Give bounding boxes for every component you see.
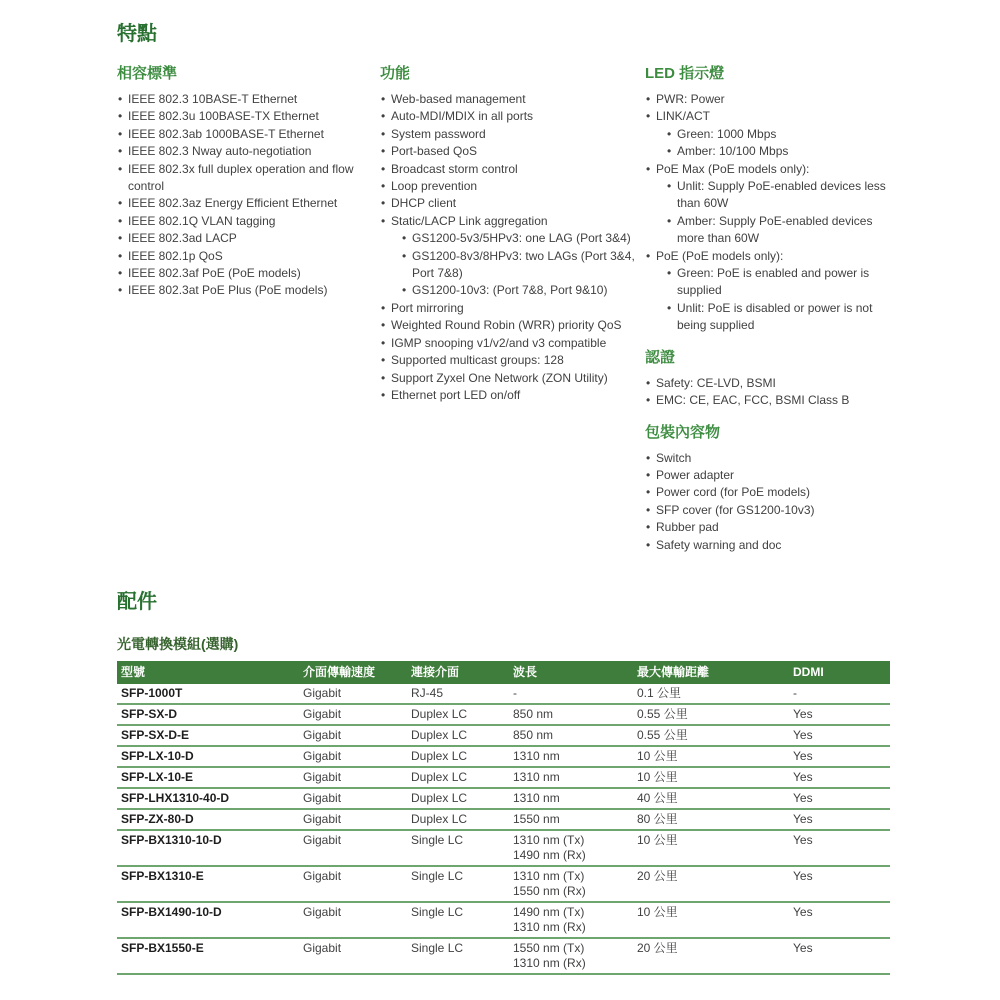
list-item: [666, 300, 890, 335]
list-item-text: IEEE 802.3ad LACP: [128, 231, 237, 246]
sub-list: [666, 265, 890, 335]
table-row: [117, 902, 890, 938]
list-item: [645, 537, 890, 554]
list-item: [117, 143, 380, 160]
list-item-text: IEEE 802.3x full duplex operation and flow control: [128, 161, 354, 194]
list-item-text: IEEE 802.3at PoE Plus (PoE models): [128, 283, 328, 298]
certification-heading: 認證: [645, 348, 676, 366]
accessories-section-title: 配件: [117, 590, 157, 613]
list-item: [380, 108, 645, 125]
speed-cell: Gigabit: [299, 704, 407, 725]
table-header-row: [117, 661, 890, 684]
list-item: [666, 265, 890, 300]
list-item-text: PoE (PoE models only):: [656, 248, 784, 263]
model-cell: SFP-SX-D: [117, 704, 299, 725]
functions-column: [380, 65, 645, 404]
sub-list: [666, 178, 890, 248]
wavelength-line: 1490 nm (Rx): [513, 847, 586, 862]
list-item-text: SFP cover (for GS1200-10v3): [656, 502, 815, 517]
connector-cell: Duplex LC: [407, 704, 509, 725]
list-item: [380, 143, 645, 160]
list-item: [645, 91, 890, 108]
list-item: [117, 161, 380, 196]
list-item-text: Switch: [656, 450, 692, 465]
speed-cell: Gigabit: [299, 902, 407, 938]
list-item: [380, 213, 645, 300]
list-item-text: IGMP snooping v1/v2/and v3 compatible: [391, 335, 607, 350]
wavelength-line: 1550 nm (Tx): [513, 940, 585, 955]
connector-cell: Single LC: [407, 902, 509, 938]
wavelength-line: 1310 nm (Tx): [513, 868, 585, 883]
model-cell: SFP-LHX1310-40-D: [117, 788, 299, 809]
model-cell: SFP-SX-D-E: [117, 725, 299, 746]
connector-cell: Duplex LC: [407, 767, 509, 788]
ddmi-cell: Yes: [789, 767, 890, 788]
wavelength-line: 1550 nm (Rx): [513, 883, 586, 898]
package-heading: 包裝內容物: [645, 423, 721, 441]
list-item-text: GS1200-10v3: (Port 7&8, Port 9&10): [412, 283, 608, 298]
list-item-text: PoE Max (PoE models only):: [656, 161, 810, 176]
list-item-text: LINK/ACT: [656, 109, 711, 124]
list-item: [117, 91, 380, 108]
speed-cell: Gigabit: [299, 725, 407, 746]
wavelength-cell: [509, 938, 633, 974]
ddmi-cell: Yes: [789, 704, 890, 725]
list-item-text: Loop prevention: [391, 179, 478, 194]
list-item-text: Safety warning and doc: [656, 537, 782, 552]
list-item-text: Unlit: Supply PoE-enabled devices less than 60W: [677, 179, 886, 211]
wavelength-line: 850 nm: [513, 706, 554, 721]
connector-cell: Duplex LC: [407, 788, 509, 809]
functions-heading: 功能: [380, 65, 411, 82]
wavelength-line: 850 nm: [513, 727, 554, 742]
wavelength-cell: [509, 684, 633, 704]
list-item: [645, 375, 890, 392]
list-item: [401, 282, 645, 299]
connector-cell: Single LC: [407, 938, 509, 974]
table-row: [117, 938, 890, 974]
list-item: [117, 282, 380, 299]
speed-cell: Gigabit: [299, 684, 407, 704]
list-item-text: IEEE 802.3u 100BASE-TX Ethernet: [128, 109, 319, 124]
list-item: [117, 265, 380, 282]
ddmi-cell: Yes: [789, 830, 890, 866]
list-item: [117, 195, 380, 212]
connector-cell: Single LC: [407, 830, 509, 866]
wavelength-cell: [509, 809, 633, 830]
model-cell: SFP-1000T: [117, 684, 299, 704]
distance-cell: 0.1 公里: [633, 684, 789, 704]
list-item-text: Static/LACP Link aggregation: [391, 213, 548, 228]
table-row: [117, 746, 890, 767]
list-item: [666, 213, 890, 248]
led-cert-package-column: [645, 65, 890, 554]
list-item: [645, 108, 890, 160]
wavelength-line: 1310 nm: [513, 790, 560, 805]
list-item-text: IEEE 802.3 Nway auto-negotiation: [128, 144, 312, 159]
list-item-text: Power adapter: [656, 467, 735, 482]
model-cell: SFP-BX1550-E: [117, 938, 299, 974]
model-cell: SFP-BX1490-10-D: [117, 902, 299, 938]
distance-cell: 0.55 公里: [633, 725, 789, 746]
list-item-text: Auto-MDI/MDIX in all ports: [391, 109, 534, 124]
header-connector: 連接介面: [407, 661, 509, 684]
list-item-text: Broadcast storm control: [391, 161, 518, 176]
list-item: [666, 126, 890, 143]
connector-cell: Duplex LC: [407, 746, 509, 767]
distance-cell: 80 公里: [633, 809, 789, 830]
list-item-text: Amber: 10/100 Mbps: [677, 144, 789, 159]
table-row: [117, 866, 890, 902]
header-wavelength: 波長: [509, 661, 633, 684]
wavelength-cell: [509, 704, 633, 725]
header-ddmi: DDMI: [789, 661, 890, 684]
speed-cell: Gigabit: [299, 809, 407, 830]
distance-cell: 20 公里: [633, 938, 789, 974]
list-item-text: Safety: CE-LVD, BSMI: [656, 375, 776, 390]
list-item-text: Green: PoE is enabled and power is supplied: [677, 266, 870, 298]
list-item-text: Port-based QoS: [391, 144, 478, 159]
connector-cell: Single LC: [407, 866, 509, 902]
list-item: [117, 213, 380, 230]
wavelength-cell: [509, 830, 633, 866]
list-item-text: IEEE 802.3ab 1000BASE-T Ethernet: [128, 126, 324, 141]
list-item-text: GS1200-5v3/5HPv3: one LAG (Port 3&4): [412, 231, 631, 246]
distance-cell: 40 公里: [633, 788, 789, 809]
list-item-text: Amber: Supply PoE-enabled devices more than 60W: [677, 213, 873, 246]
table-row: [117, 704, 890, 725]
model-cell: SFP-BX1310-10-D: [117, 830, 299, 866]
functions-list: [380, 91, 645, 404]
list-item-text: IEEE 802.3af PoE (PoE models): [128, 266, 301, 281]
list-item-text: PWR: Power: [656, 92, 725, 106]
list-item: [380, 178, 645, 195]
standards-heading: 相容標準: [117, 65, 178, 82]
wavelength-line: -: [513, 685, 517, 700]
led-list: [645, 91, 890, 335]
wavelength-line: 1550 nm: [513, 811, 560, 826]
wavelength-line: 1310 nm: [513, 769, 560, 784]
ddmi-cell: Yes: [789, 725, 890, 746]
wavelength-cell: [509, 725, 633, 746]
distance-cell: 10 公里: [633, 746, 789, 767]
list-item: [380, 126, 645, 143]
list-item-text: DHCP client: [391, 196, 457, 211]
list-item: [645, 248, 890, 335]
list-item-text: Rubber pad: [656, 520, 719, 535]
distance-cell: 20 公里: [633, 866, 789, 902]
list-item-text: Port mirroring: [391, 300, 464, 315]
wavelength-line: 1310 nm: [513, 748, 560, 763]
list-item-text: IEEE 802.3az Energy Efficient Ethernet: [128, 196, 338, 211]
ddmi-cell: Yes: [789, 788, 890, 809]
table-row: [117, 830, 890, 866]
model-cell: SFP-LX-10-D: [117, 746, 299, 767]
ddmi-cell: Yes: [789, 809, 890, 830]
wavelength-cell: [509, 866, 633, 902]
wavelength-line: 1310 nm (Rx): [513, 955, 586, 970]
standards-column: [117, 65, 380, 300]
model-cell: SFP-BX1310-E: [117, 866, 299, 902]
certification-list: [645, 375, 890, 410]
list-item-text: Web-based management: [391, 92, 526, 106]
distance-cell: 10 公里: [633, 767, 789, 788]
list-item-text: Ethernet port LED on/off: [391, 387, 521, 402]
list-item: [117, 126, 380, 143]
wavelength-cell: [509, 902, 633, 938]
list-item-text: Weighted Round Robin (WRR) priority QoS: [391, 318, 622, 333]
speed-cell: Gigabit: [299, 788, 407, 809]
list-item: [645, 502, 890, 519]
list-item: [645, 161, 890, 248]
header-model: 型號: [117, 661, 299, 684]
sub-list: [401, 230, 645, 300]
connector-cell: RJ-45: [407, 684, 509, 704]
table-row: [117, 725, 890, 746]
list-item: [117, 248, 380, 265]
header-distance: 最大傳輸距離: [633, 661, 789, 684]
table-row: [117, 767, 890, 788]
model-cell: SFP-ZX-80-D: [117, 809, 299, 830]
sfp-table-title: 光電轉換模組(選購): [117, 635, 239, 652]
connector-cell: Duplex LC: [407, 725, 509, 746]
list-item: [380, 300, 645, 317]
list-item-text: Supported multicast groups: 128: [391, 353, 564, 368]
wavelength-line: 1490 nm (Tx): [513, 904, 585, 919]
list-item: [645, 450, 890, 467]
table-row: [117, 788, 890, 809]
distance-cell: 0.55 公里: [633, 704, 789, 725]
list-item: [645, 467, 890, 484]
list-item: [380, 161, 645, 178]
list-item: [380, 195, 645, 212]
wavelength-cell: [509, 767, 633, 788]
distance-cell: 10 公里: [633, 830, 789, 866]
speed-cell: Gigabit: [299, 866, 407, 902]
distance-cell: 10 公里: [633, 902, 789, 938]
list-item: [380, 317, 645, 334]
speed-cell: Gigabit: [299, 830, 407, 866]
table-row: [117, 809, 890, 830]
list-item-text: Power cord (for PoE models): [656, 485, 811, 500]
ddmi-cell: Yes: [789, 866, 890, 902]
list-item-text: IEEE 802.1p QoS: [128, 248, 223, 263]
list-item: [645, 392, 890, 409]
table-row: [117, 684, 890, 704]
list-item-text: Support Zyxel One Network (ZON Utility): [391, 370, 608, 385]
speed-cell: Gigabit: [299, 746, 407, 767]
connector-cell: Duplex LC: [407, 809, 509, 830]
list-item: [380, 352, 645, 369]
features-section-title: 特點: [117, 23, 157, 45]
ddmi-cell: Yes: [789, 746, 890, 767]
list-item-text: GS1200-8v3/8HPv3: two LAGs (Port 3&4, Port 7&8): [412, 248, 635, 281]
list-item: [380, 335, 645, 352]
header-speed: 介面傳輸速度: [299, 661, 407, 684]
list-item: [401, 248, 645, 283]
list-item: [117, 230, 380, 247]
led-heading: LED 指示燈: [645, 65, 725, 82]
list-item: [380, 387, 645, 404]
list-item: [666, 178, 890, 213]
ddmi-cell: Yes: [789, 938, 890, 974]
list-item: [117, 108, 380, 125]
sfp-module-table: [117, 661, 890, 975]
list-item: [645, 484, 890, 501]
sub-list: [666, 126, 890, 161]
list-item-text: Green: 1000 Mbps: [677, 126, 777, 141]
standards-list: [117, 91, 380, 300]
list-item-text: Unlit: PoE is disabled or power is not being supplied: [677, 300, 873, 333]
wavelength-cell: [509, 746, 633, 767]
package-list: [645, 450, 890, 554]
features-columns: [117, 65, 890, 554]
wavelength-line: 1310 nm (Rx): [513, 919, 586, 934]
ddmi-cell: -: [789, 684, 890, 704]
wavelength-cell: [509, 788, 633, 809]
list-item-text: IEEE 802.3 10BASE-T Ethernet: [128, 92, 298, 106]
speed-cell: Gigabit: [299, 767, 407, 788]
list-item: [401, 230, 645, 247]
list-item: [380, 370, 645, 387]
list-item: [380, 91, 645, 108]
model-cell: SFP-LX-10-E: [117, 767, 299, 788]
ddmi-cell: Yes: [789, 902, 890, 938]
list-item-text: System password: [391, 126, 486, 141]
list-item: [666, 143, 890, 160]
list-item-text: EMC: CE, EAC, FCC, BSMI Class B: [656, 393, 850, 408]
speed-cell: Gigabit: [299, 938, 407, 974]
wavelength-line: 1310 nm (Tx): [513, 832, 585, 847]
list-item-text: IEEE 802.1Q VLAN tagging: [128, 213, 276, 228]
list-item: [645, 519, 890, 536]
